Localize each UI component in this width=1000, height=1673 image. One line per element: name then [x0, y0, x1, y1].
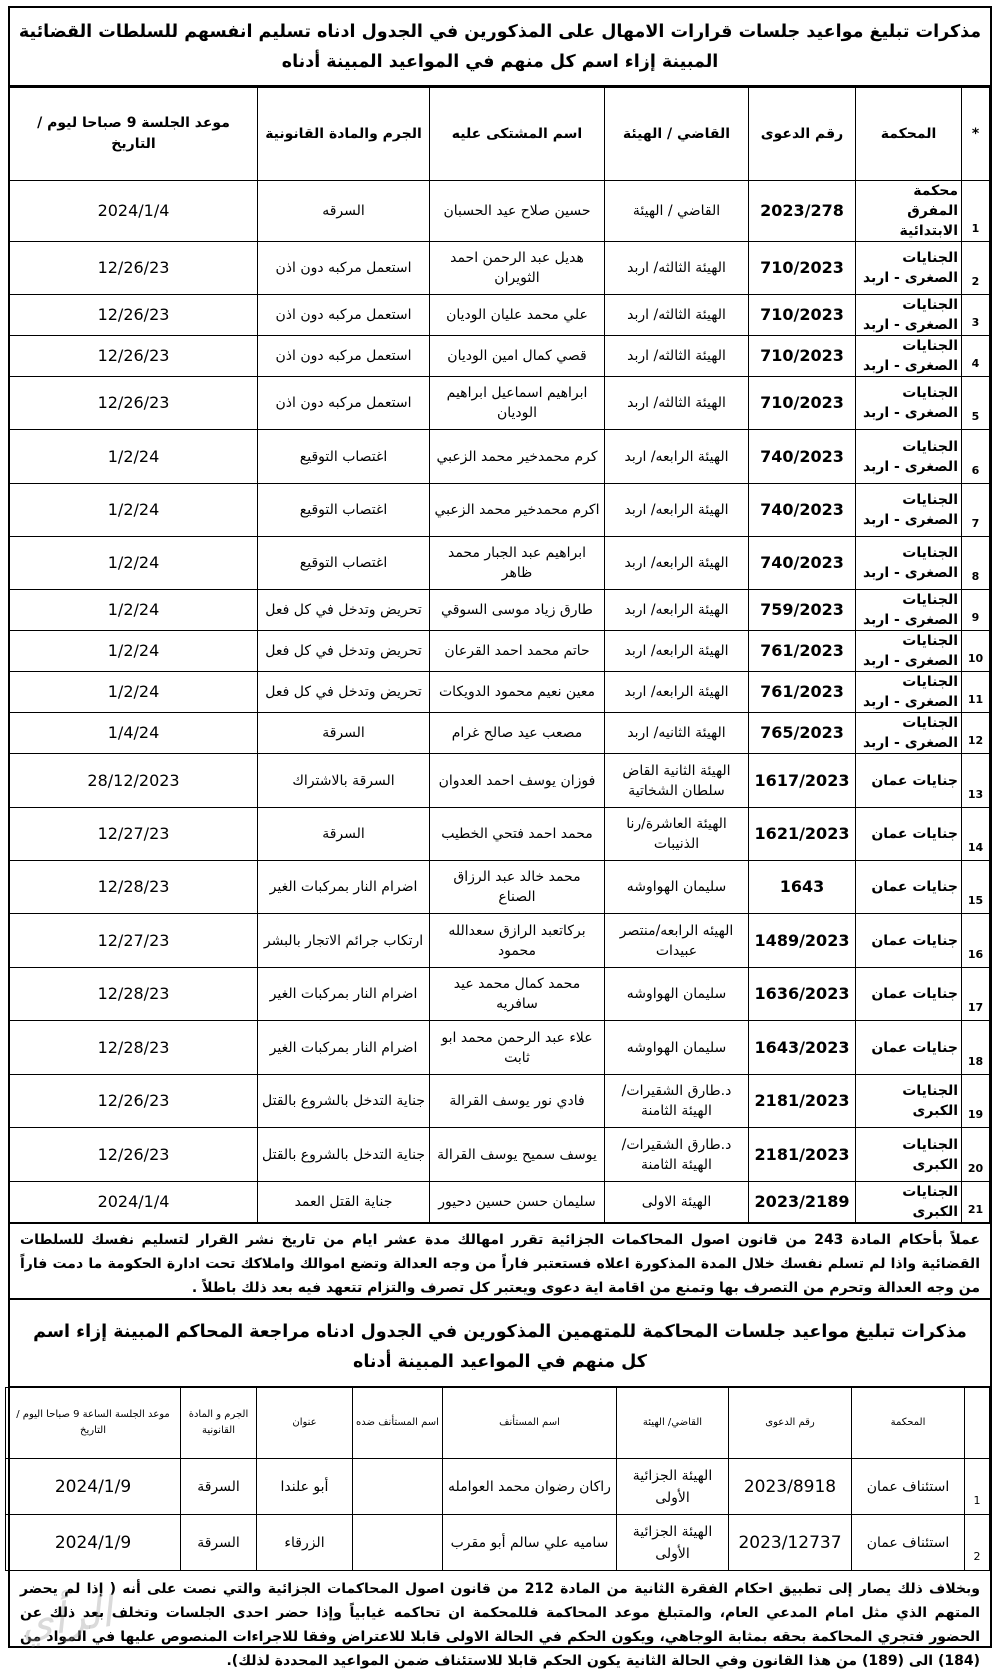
defendant-name: يوسف سميح يوسف القرالة: [430, 1128, 605, 1182]
case-number: 710/2023: [749, 295, 856, 336]
defendant-name: محمد احمد فتحي الخطيب: [430, 808, 605, 861]
header-no: [965, 1388, 990, 1459]
judge-panel: الهيئة الجزائية الأولى: [617, 1515, 729, 1571]
session-date: 12/28/23: [10, 861, 258, 914]
defendant-name: محمد خالد عبد الرزاق الصناع: [430, 861, 605, 914]
court-name: محكمة المفرق الابتدائية: [856, 181, 962, 242]
case-number: 710/2023: [749, 242, 856, 295]
court-name: الجنايات الصغرى - اربد: [856, 377, 962, 430]
court-name: جنايات عمان: [856, 808, 962, 861]
session-date: 1/2/24: [10, 590, 258, 631]
judge-panel: الهيئة الثالثه/ اربد: [605, 295, 749, 336]
row-number: 17: [962, 968, 990, 1021]
session-date: 1/2/24: [10, 430, 258, 484]
table-row: [10, 537, 990, 590]
header-court: المحكمة: [852, 1388, 965, 1459]
crime-description: اغتصاب التوقيع: [258, 537, 430, 590]
judge-panel: الهيئة الرابعه/ اربد: [605, 484, 749, 537]
header-date: موعد الجلسة الساعة 9 صباحا اليوم / التاريخ: [6, 1388, 181, 1459]
row-number: 5: [962, 377, 990, 430]
defendant-name: علي محمد عليان الوديان: [430, 295, 605, 336]
judge-panel: الهيئة الثالثه/ اربد: [605, 377, 749, 430]
defendant-name: حسين صلاح عيد الحسبان: [430, 181, 605, 242]
table-row: [6, 1459, 990, 1515]
defendant-name: قصي كمال امين الوديان: [430, 336, 605, 377]
crime-description: اضرام النار بمركبات الغير: [258, 1021, 430, 1075]
header-judge: القاضي / الهيئة: [605, 88, 749, 181]
session-date: 1/2/24: [10, 484, 258, 537]
table-row: [10, 181, 990, 242]
crime-description: اضرام النار بمركبات الغير: [258, 861, 430, 914]
crime-description: السرقه: [258, 181, 430, 242]
crime-description: استعمل مركبه دون اذن: [258, 295, 430, 336]
court-name: الجنايات الصغرى - اربد: [856, 537, 962, 590]
header-address: عنوان: [257, 1388, 353, 1459]
session-date: 1/2/24: [10, 631, 258, 672]
defendant-name: محمد كمال محمد عيد سافريه: [430, 968, 605, 1021]
session-date: 1/2/24: [10, 537, 258, 590]
case-number: 1621/2023: [749, 808, 856, 861]
crime-description: اغتصاب التوقيع: [258, 484, 430, 537]
section2-title: مذكرات تبليغ مواعيد جلسات المحاكمة للمتهمين المذكورين في الجدول ادناه مراجعة المحاكم المبينة إزاء اسم كل منهم في المواعيد المبينة أدناه: [10, 1300, 990, 1387]
defendant-name: حاتم محمد احمد القرعان: [430, 631, 605, 672]
header-judge: القاضي/ الهيئة: [617, 1388, 729, 1459]
crime-description: السرقة: [181, 1459, 257, 1515]
court-name: استئناف عمان: [852, 1515, 965, 1571]
judge-panel: سليمان الهواوشه: [605, 968, 749, 1021]
crime-description: تحريض وتدخل في كل فعل: [258, 631, 430, 672]
session-date: 12/26/23: [10, 242, 258, 295]
crime-description: تحريض وتدخل في كل فعل: [258, 590, 430, 631]
judge-panel: القاضي / الهيئة: [605, 181, 749, 242]
crime-description: جناية التدخل بالشروع بالقتل: [258, 1075, 430, 1128]
session-date: 12/28/23: [10, 1021, 258, 1075]
table-row: [10, 1182, 990, 1223]
court-name: الجنايات الصغرى - اربد: [856, 713, 962, 754]
session-date: 1/4/24: [10, 713, 258, 754]
header-case: رقم الدعوى: [749, 88, 856, 181]
case-number: 761/2023: [749, 672, 856, 713]
table-row: [10, 713, 990, 754]
row-number: 11: [962, 672, 990, 713]
address: أبو علندا: [257, 1459, 353, 1515]
judge-panel: الهيئة الرابعه/ اربد: [605, 430, 749, 484]
header-appellant: اسم المستأنف: [443, 1388, 617, 1459]
defendant-name: اكرم محمدخير محمد الزعبي: [430, 484, 605, 537]
defendant-name: طارق زياد موسى السوقي: [430, 590, 605, 631]
case-number: 1643/2023: [749, 1021, 856, 1075]
defendant-name: علاء عبد الرحمن محمد ابو ثابت: [430, 1021, 605, 1075]
session-date: 2024/1/4: [10, 181, 258, 242]
table-row: [10, 484, 990, 537]
court-name: الجنايات الكبرى: [856, 1075, 962, 1128]
header-no: *: [962, 88, 990, 181]
row-number: 1: [962, 181, 990, 242]
case-number: 761/2023: [749, 631, 856, 672]
crime-description: جناية التدخل بالشروع بالقتل: [258, 1128, 430, 1182]
defendant-name: ابراهيم اسماعيل ابراهيم الوديان: [430, 377, 605, 430]
court-name: جنايات عمان: [856, 914, 962, 968]
header-crime: الجرم والمادة القانونية: [258, 88, 430, 181]
header-court: المحكمة: [856, 88, 962, 181]
table-header-row: [10, 88, 990, 181]
section2-legal-note: وبخلاف ذلك يصار إلى تطبيق احكام الفقرة الثانية من المادة 212 من قانون اصول المحاكمات الجزائية والتي نصت على أنه ( إذا لم يحضر المتهم الذي مثل امام المدعي العام، والمتبلغ موعد المحاكمة فللمحكمة ان تحاكمه غيابياً وإذا حضر احدى الجلسات وتخلف بعد ذلك عن الحضور فتجري المحاكمة بحقه بمثابة الوجاهي، ويكون الحكم في الحالة الاولى قابلا للاعتراض وفقا للاجراءات المنصوص عليها في المواد من (184) الى (189) من هذا القانون وفي الحالة الثانية يكون الحكم قابلا للاستئناف ضمن المواعيد المحددة لذلك).: [20, 1581, 980, 1669]
table-row: [10, 336, 990, 377]
judge-panel: الهيئة العاشرة/رنا الذنيبات: [605, 808, 749, 861]
case-number: 2023/2189: [749, 1182, 856, 1223]
session-date: 12/26/23: [10, 1128, 258, 1182]
row-number: 18: [962, 1021, 990, 1075]
row-number: 13: [962, 754, 990, 808]
header-respondent: اسم المستأنف ضده: [353, 1388, 443, 1459]
deferral-notices-table: [9, 87, 990, 1223]
judge-panel: الهيئة الجزائية الأولى: [617, 1459, 729, 1515]
table-row: [10, 914, 990, 968]
crime-description: استعمل مركبه دون اذن: [258, 377, 430, 430]
crime-description: السرقة: [258, 808, 430, 861]
section1-title: مذكرات تبليغ مواعيد جلسات قرارات الامهال على المذكورين في الجدول ادناه تسليم انفسهم للسلطات القضائية المبينة إزاء اسم كل منهم في المواعيد المبينة أدناه: [10, 8, 990, 87]
crime-description: ارتكاب جرائم الاتجار بالبشر: [258, 914, 430, 968]
table-row: [6, 1515, 990, 1571]
court-name: جنايات عمان: [856, 754, 962, 808]
court-name: الجنايات الصغرى - اربد: [856, 672, 962, 713]
court-name: الجنايات الصغرى - اربد: [856, 336, 962, 377]
court-name: الجنايات الصغرى - اربد: [856, 295, 962, 336]
case-number: 2181/2023: [749, 1128, 856, 1182]
session-date: 2024/1/4: [10, 1182, 258, 1223]
session-date: 12/26/23: [10, 377, 258, 430]
judge-panel: الهيئة الرابعه/ اربد: [605, 631, 749, 672]
court-name: جنايات عمان: [856, 861, 962, 914]
table-row: [10, 861, 990, 914]
session-date: 28/12/2023: [10, 754, 258, 808]
header-crime: الجرم و المادة القانونية: [181, 1388, 257, 1459]
table-row: [10, 968, 990, 1021]
table-row: [10, 1128, 990, 1182]
row-number: 15: [962, 861, 990, 914]
judge-panel: الهيئة الاولى: [605, 1182, 749, 1223]
header-defendant: اسم المشتكى عليه: [430, 88, 605, 181]
table-row: [10, 1075, 990, 1128]
court-name: الجنايات الصغرى - اربد: [856, 631, 962, 672]
judge-panel: د.طارق الشقيرات/الهيئة الثامنة: [605, 1075, 749, 1128]
case-number: 1636/2023: [749, 968, 856, 1021]
table-row: [10, 430, 990, 484]
judge-panel: الهيئة الرابعه/ اربد: [605, 672, 749, 713]
crime-description: استعمل مركبه دون اذن: [258, 242, 430, 295]
case-number: 765/2023: [749, 713, 856, 754]
session-date: 1/2/24: [10, 672, 258, 713]
newspaper-watermark: الرأي: [17, 1586, 116, 1649]
session-date: 12/26/23: [10, 1075, 258, 1128]
defendant-name: فوزان يوسف احمد العدوان: [430, 754, 605, 808]
row-number: 21: [962, 1182, 990, 1223]
case-number: 710/2023: [749, 336, 856, 377]
session-date: 12/26/23: [10, 336, 258, 377]
row-number: 9: [962, 590, 990, 631]
crime-description: تحريض وتدخل في كل فعل: [258, 672, 430, 713]
session-date: 2024/1/9: [6, 1515, 181, 1571]
row-number: 3: [962, 295, 990, 336]
table-header-row: [6, 1388, 990, 1459]
case-number: 710/2023: [749, 377, 856, 430]
judge-panel: سليمان الهواوشه: [605, 861, 749, 914]
row-number: 10: [962, 631, 990, 672]
case-number: 740/2023: [749, 537, 856, 590]
judge-panel: الهيئه الرابعه/منتصر عبيدات: [605, 914, 749, 968]
judge-panel: الهيئة الثانيه/ اربد: [605, 713, 749, 754]
judge-panel: سليمان الهواوشه: [605, 1021, 749, 1075]
judge-panel: د.طارق الشقيرات/الهيئة الثامنة: [605, 1128, 749, 1182]
session-date: 12/28/23: [10, 968, 258, 1021]
defendant-name: كرم محمدخير محمد الزعبي: [430, 430, 605, 484]
row-number: 1: [965, 1459, 990, 1515]
header-case: رقم الدعوى: [729, 1388, 852, 1459]
judge-panel: الهيئة الرابعه/ اربد: [605, 537, 749, 590]
case-number: 2023/278: [749, 181, 856, 242]
table-row: [10, 377, 990, 430]
row-number: 16: [962, 914, 990, 968]
court-name: الجنايات الكبرى: [856, 1182, 962, 1223]
row-number: 20: [962, 1128, 990, 1182]
crime-description: السرقة: [181, 1515, 257, 1571]
session-date: 12/27/23: [10, 914, 258, 968]
court-name: الجنايات الصغرى - اربد: [856, 484, 962, 537]
address: الزرقاء: [257, 1515, 353, 1571]
row-number: 2: [962, 242, 990, 295]
table-row: [10, 672, 990, 713]
table-row: [10, 754, 990, 808]
respondent-name: [353, 1515, 443, 1571]
defendant-name: معين نعيم محمود الدويكات: [430, 672, 605, 713]
case-number: 1617/2023: [749, 754, 856, 808]
court-name: الجنايات الصغرى - اربد: [856, 430, 962, 484]
table-row: [10, 631, 990, 672]
appeal-hearings-table: [5, 1387, 990, 1571]
crime-description: استعمل مركبه دون اذن: [258, 336, 430, 377]
judge-panel: الهيئة الرابعه/ اربد: [605, 590, 749, 631]
crime-description: اضرام النار بمركبات الغير: [258, 968, 430, 1021]
session-date: 12/27/23: [10, 808, 258, 861]
row-number: 19: [962, 1075, 990, 1128]
row-number: 4: [962, 336, 990, 377]
judge-panel: الهيئة الثانية القاض سلطان الشخاتية: [605, 754, 749, 808]
court-name: الجنايات الصغرى - اربد: [856, 242, 962, 295]
defendant-name: هديل عبد الرحمن احمد الثويران: [430, 242, 605, 295]
defendant-name: فادي نور يوسف القرالة: [430, 1075, 605, 1128]
case-number: 740/2023: [749, 484, 856, 537]
appellant-name: ساميه علي سالم أبو مقرب: [443, 1515, 617, 1571]
crime-description: جناية القتل العمد: [258, 1182, 430, 1223]
case-number: 2181/2023: [749, 1075, 856, 1128]
court-name: جنايات عمان: [856, 968, 962, 1021]
header-date: موعد الجلسة 9 صباحا ليوم / التاريخ: [10, 88, 258, 181]
table-row: [10, 1021, 990, 1075]
crime-description: السرقة بالاشتراك: [258, 754, 430, 808]
case-number: 740/2023: [749, 430, 856, 484]
judge-panel: الهيئة الثالثه/ اربد: [605, 336, 749, 377]
court-name: استئناف عمان: [852, 1459, 965, 1515]
judge-panel: الهيئة الثالثه/ اربد: [605, 242, 749, 295]
defendant-name: ابراهيم عبد الجبار محمد ظاهر: [430, 537, 605, 590]
court-name: جنايات عمان: [856, 1021, 962, 1075]
row-number: 7: [962, 484, 990, 537]
case-number: 1643: [749, 861, 856, 914]
court-name: الجنايات الكبرى: [856, 1128, 962, 1182]
session-date: 12/26/23: [10, 295, 258, 336]
crime-description: اغتصاب التوقيع: [258, 430, 430, 484]
case-number: 2023/12737: [729, 1515, 852, 1571]
row-number: 8: [962, 537, 990, 590]
row-number: 12: [962, 713, 990, 754]
defendant-name: مصعب عيد صالح غرام: [430, 713, 605, 754]
table-row: [10, 808, 990, 861]
table-row: [10, 590, 990, 631]
newspaper-notice-page: [8, 6, 992, 1669]
crime-description: السرقة: [258, 713, 430, 754]
defendant-name: سليمان حسن حسين دحيور: [430, 1182, 605, 1223]
respondent-name: [353, 1459, 443, 1515]
session-date: 2024/1/9: [6, 1459, 181, 1515]
table-row: [10, 295, 990, 336]
appellant-name: راكان رضوان محمد العوامله: [443, 1459, 617, 1515]
row-number: 2: [965, 1515, 990, 1571]
table-row: [10, 242, 990, 295]
case-number: 759/2023: [749, 590, 856, 631]
court-name: الجنايات الصغرى - اربد: [856, 590, 962, 631]
case-number: 1489/2023: [749, 914, 856, 968]
row-number: 6: [962, 430, 990, 484]
case-number: 2023/8918: [729, 1459, 852, 1515]
defendant-name: بركاتعبد الرازق سعدالله محمود: [430, 914, 605, 968]
section1-legal-note: عملاً بأحكام المادة 243 من قانون اصول المحاكمات الجزائية تقرر امهالك مدة عشر ايام من تاريخ نشر القرار لتسليم نفسك للسلطات القضائية واذا لم تسلم نفسك خلال المدة المذكورة اعلاه فستعتبر فاراً من وجه العدالة وتضع اموالك واملاكك تحت ادارة الحكومة ما دمت فاراً من وجه العدالة وتحرم من التصرف بها وتمنع من اقامة اية دعوى ويعتبر كل تصرف والتزام تتعهد فيه بعد ذلك باطلاً .: [10, 1223, 990, 1300]
row-number: 14: [962, 808, 990, 861]
